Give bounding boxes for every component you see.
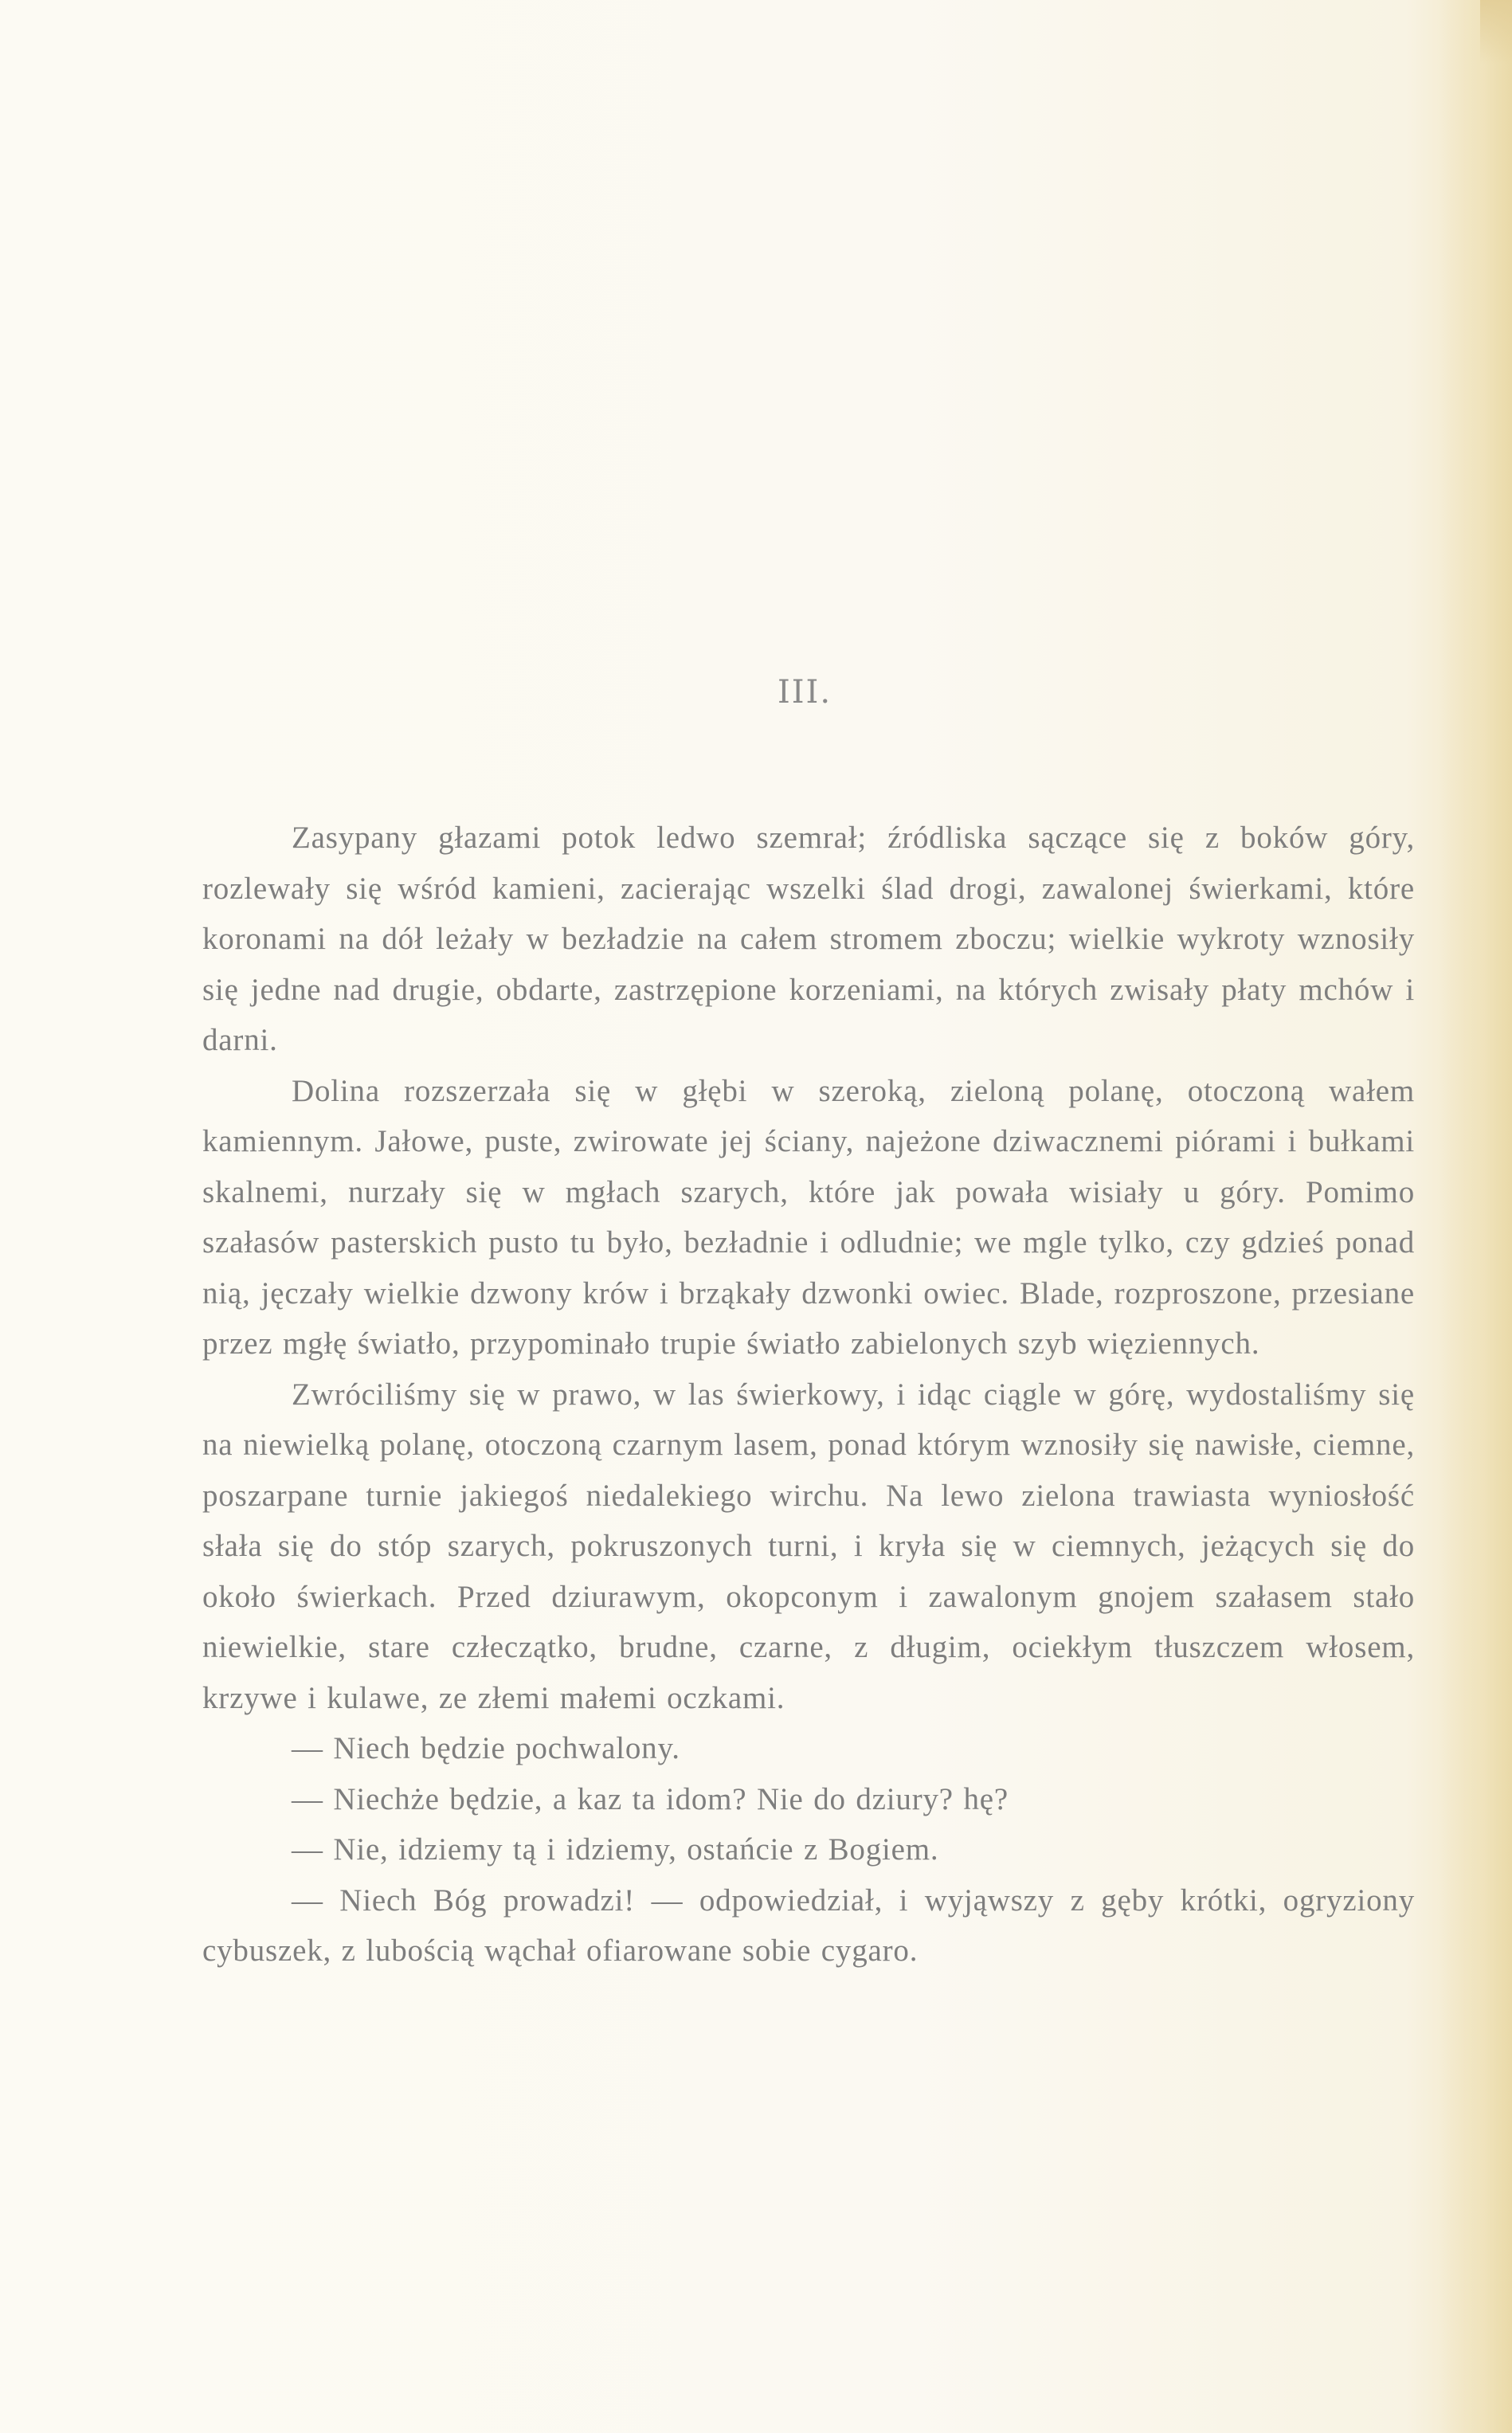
paragraph-1: Zasypany głazami potok ledwo szemrał; źródliska sączące się z boków góry, rozlewały się wśród kamieni, zacierając wszelki ślad drogi, zawalonej świerkami, które koronami na dół leżały w bezładzie na całem stromem zboczu; wielkie wykroty wznosiły się jedne nad drugie, obdarte, zastrzępione korzeniami, na których zwisały płaty mchów i darni.	[202, 821, 1415, 1057]
dialogue-line-4: — Niech Bóg prowadzi! — odpowiedział, i wyjąwszy z gęby krótki, ogryziony cybuszek, z lubością wąchał ofiarowane sobie cygaro.	[202, 1883, 1415, 1968]
page-edge-shadow	[1440, 0, 1512, 2433]
page-corner-stain	[1480, 0, 1512, 64]
dialogue-line-2: — Niechże będzie, a kaz ta idom? Nie do dziury? hę?	[292, 1781, 1009, 1816]
dialogue-line-3: — Nie, idziemy tą i idziemy, ostańcie z Bogiem.	[292, 1832, 939, 1867]
chapter-heading: III.	[777, 674, 832, 711]
paragraph-2: Dolina rozszerzała się w głębi w szeroką, zieloną polanę, otoczoną wałem kamiennym. Jałowe, puste, zwirowate jej ściany, najeżone dziwacznemi piórami i bułkami skalnemi, nurzały się w mgłach szarych, które jak powała wisiały u góry. Pomimo szałasów pasterskich pusto tu było, bezładnie i odludnie; we mgle tylko, czy gdzieś ponad nią, jęczały wielkie dzwony krów i brząkały dzwonki owiec. Blade, rozproszone, przesiane przez mgłę światło, przypominało trupie światło zabielonych szyb więziennych.	[202, 1073, 1415, 1361]
paragraph-3: Zwróciliśmy się w prawo, w las świerkowy, i idąc ciągle w górę, wydostaliśmy się na niewielką polanę, otoczoną czarnym lasem, ponad którym wznosiły się nawisłe, ciemne, poszarpane turnie jakiegoś niedalekiego wirchu. Na lewo zielona trawiasta wyniosłość słała się do stóp szarych, pokruszonych turni, i kryła się w ciemnych, jeżących się do około świerkach. Przed dziurawym, okopconym i zawalonym gnojem szałasem stało niewielkie, stare człeczątko, brudne, czarne, z długim, ociekłym tłuszczem włosem, krzywe i kulawe, ze złemi małemi oczkami.	[202, 1377, 1415, 1715]
body-text	[202, 813, 1415, 1977]
dialogue-line-1: — Niech będzie pochwalony.	[292, 1731, 680, 1765]
